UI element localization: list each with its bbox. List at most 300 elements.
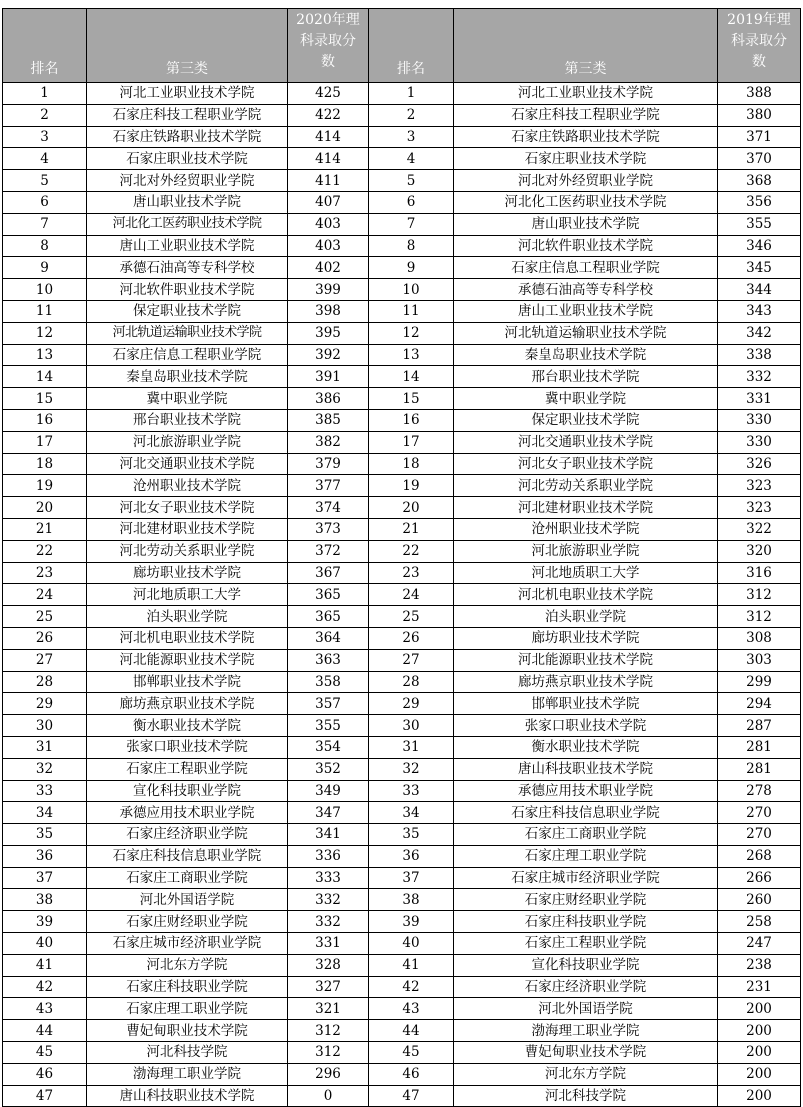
college-2020-cell: 河北女子职业技术学院: [87, 497, 288, 519]
score-2020-cell: 372: [288, 540, 369, 562]
table-row: [3, 322, 801, 344]
score-2019-cell: 278: [718, 780, 801, 802]
college-2019-cell: 石家庄工程职业学院: [454, 933, 718, 955]
college-2019-cell: 秦皇岛职业技术学院: [454, 344, 718, 366]
table-row: [3, 366, 801, 388]
score-2019-cell: 330: [718, 409, 801, 431]
rank-2020-cell: 43: [3, 998, 87, 1020]
college-2020-cell: 廊坊职业技术学院: [87, 562, 288, 584]
header-category-2019: 第三类: [454, 9, 718, 83]
score-2019-cell: 338: [718, 344, 801, 366]
score-2020-cell: 391: [288, 366, 369, 388]
score-2019-cell: 356: [718, 191, 801, 213]
college-2020-cell: 河北外国语学院: [87, 889, 288, 911]
college-2019-cell: 沧州职业技术学院: [454, 518, 718, 540]
score-2020-cell: 358: [288, 671, 369, 693]
college-2020-cell: 河北科技学院: [87, 1042, 288, 1064]
college-2019-cell: 河北外国语学院: [454, 998, 718, 1020]
rank-2020-cell: 27: [3, 649, 87, 671]
score-2019-cell: 281: [718, 736, 801, 758]
score-2019-cell: 380: [718, 104, 801, 126]
score-2019-cell: 368: [718, 170, 801, 192]
score-2020-cell: 357: [288, 693, 369, 715]
score-2019-cell: 388: [718, 83, 801, 105]
college-2019-cell: 石家庄理工职业学院: [454, 845, 718, 867]
table-row: [3, 518, 801, 540]
score-2019-cell: 342: [718, 322, 801, 344]
college-2020-cell: 石家庄城市经济职业学院: [87, 933, 288, 955]
rank-2020-cell: 9: [3, 257, 87, 279]
table-row: [3, 715, 801, 737]
score-2019-cell: 346: [718, 235, 801, 257]
rank-2019-cell: 8: [369, 235, 454, 257]
rank-2020-cell: 30: [3, 715, 87, 737]
score-2020-cell: 373: [288, 518, 369, 540]
college-2019-cell: 河北化工医药职业技术学院: [454, 191, 718, 213]
college-2020-cell: 廊坊燕京职业技术学院: [87, 693, 288, 715]
rank-2020-cell: 33: [3, 780, 87, 802]
rank-2019-cell: 11: [369, 300, 454, 322]
college-2020-cell: 曹妃甸职业技术学院: [87, 1020, 288, 1042]
table-row: [3, 1020, 801, 1042]
rank-2019-cell: 34: [369, 802, 454, 824]
header-score-2020-line3: 数: [321, 54, 335, 70]
college-2019-cell: 石家庄工商职业学院: [454, 824, 718, 846]
table-row: [3, 300, 801, 322]
rank-2019-cell: 39: [369, 911, 454, 933]
score-2019-cell: 270: [718, 802, 801, 824]
college-2019-cell: 河北劳动关系职业学院: [454, 475, 718, 497]
rank-2019-cell: 30: [369, 715, 454, 737]
rank-2020-cell: 47: [3, 1085, 87, 1107]
table-row: [3, 104, 801, 126]
college-2019-cell: 石家庄职业技术学院: [454, 148, 718, 170]
score-2020-cell: 402: [288, 257, 369, 279]
table-row: [3, 497, 801, 519]
score-2020-cell: 0: [288, 1085, 369, 1107]
rank-2020-cell: 25: [3, 606, 87, 628]
header-score-2020: [288, 9, 369, 83]
college-2019-cell: 唐山职业技术学院: [454, 213, 718, 235]
rank-2020-cell: 28: [3, 671, 87, 693]
rank-2019-cell: 13: [369, 344, 454, 366]
score-2020-cell: 327: [288, 976, 369, 998]
score-2019-cell: 312: [718, 606, 801, 628]
rank-2019-cell: 43: [369, 998, 454, 1020]
rank-2020-cell: 10: [3, 279, 87, 301]
college-2020-cell: 石家庄科技信息职业学院: [87, 845, 288, 867]
rank-2019-cell: 36: [369, 845, 454, 867]
college-2019-cell: 河北旅游职业学院: [454, 540, 718, 562]
score-2020-cell: 392: [288, 344, 369, 366]
table-row: [3, 802, 801, 824]
college-2019-cell: 河北工业职业技术学院: [454, 83, 718, 105]
college-2020-cell: 张家口职业技术学院: [87, 736, 288, 758]
score-2020-cell: 321: [288, 998, 369, 1020]
score-2019-cell: 268: [718, 845, 801, 867]
college-2019-cell: 承德石油高等专科学校: [454, 279, 718, 301]
score-2020-cell: 355: [288, 715, 369, 737]
rank-2019-cell: 19: [369, 475, 454, 497]
rank-2020-cell: 8: [3, 235, 87, 257]
college-2019-cell: 张家口职业技术学院: [454, 715, 718, 737]
header-score-2019: [718, 9, 801, 83]
score-2019-cell: 323: [718, 475, 801, 497]
header-score-2019-line2: 科录取分: [731, 33, 787, 49]
header-score-2020-line1: 2020年理: [296, 12, 360, 28]
rank-2019-cell: 23: [369, 562, 454, 584]
rank-2020-cell: 16: [3, 409, 87, 431]
rank-2020-cell: 34: [3, 802, 87, 824]
table-row: [3, 279, 801, 301]
college-2019-cell: 河北机电职业技术学院: [454, 584, 718, 606]
college-2020-cell: 泊头职业学院: [87, 606, 288, 628]
college-2019-cell: 河北能源职业技术学院: [454, 649, 718, 671]
table-row: [3, 584, 801, 606]
rank-2020-cell: 5: [3, 170, 87, 192]
college-2020-cell: 河北对外经贸职业学院: [87, 170, 288, 192]
rank-2020-cell: 29: [3, 693, 87, 715]
college-2019-cell: 河北女子职业技术学院: [454, 453, 718, 475]
college-2020-cell: 保定职业技术学院: [87, 300, 288, 322]
college-2020-cell: 邯郸职业技术学院: [87, 671, 288, 693]
college-2020-cell: 石家庄科技工程职业学院: [87, 104, 288, 126]
rank-2019-cell: 9: [369, 257, 454, 279]
score-2020-cell: 379: [288, 453, 369, 475]
table-row: [3, 126, 801, 148]
rank-2019-cell: 14: [369, 366, 454, 388]
rank-2019-cell: 32: [369, 758, 454, 780]
rank-2019-cell: 10: [369, 279, 454, 301]
college-2020-cell: 唐山职业技术学院: [87, 191, 288, 213]
score-2019-cell: 231: [718, 976, 801, 998]
rank-2019-cell: 17: [369, 431, 454, 453]
score-2019-cell: 355: [718, 213, 801, 235]
college-2020-cell: 河北轨道运输职业技术学院: [87, 322, 288, 344]
table-row: [3, 976, 801, 998]
score-2019-cell: 344: [718, 279, 801, 301]
rank-2019-cell: 45: [369, 1042, 454, 1064]
table-row: [3, 148, 801, 170]
college-2019-cell: 石家庄财经职业学院: [454, 889, 718, 911]
score-2020-cell: 399: [288, 279, 369, 301]
score-2020-cell: 382: [288, 431, 369, 453]
rank-2020-cell: 11: [3, 300, 87, 322]
score-2020-cell: 312: [288, 1020, 369, 1042]
score-2020-cell: 365: [288, 584, 369, 606]
score-2020-cell: 414: [288, 148, 369, 170]
rank-2020-cell: 39: [3, 911, 87, 933]
table-row: [3, 475, 801, 497]
college-2019-cell: 河北地质职工大学: [454, 562, 718, 584]
college-2020-cell: 秦皇岛职业技术学院: [87, 366, 288, 388]
score-2020-cell: 336: [288, 845, 369, 867]
rank-2020-cell: 17: [3, 431, 87, 453]
college-2020-cell: 石家庄理工职业学院: [87, 998, 288, 1020]
college-2019-cell: 河北交通职业技术学院: [454, 431, 718, 453]
table-row: [3, 998, 801, 1020]
table-row: [3, 824, 801, 846]
table-row: [3, 758, 801, 780]
rank-2020-cell: 18: [3, 453, 87, 475]
score-2020-cell: 349: [288, 780, 369, 802]
header-score-2019-line3: 数: [752, 54, 766, 70]
table-row: [3, 83, 801, 105]
score-2019-cell: 287: [718, 715, 801, 737]
college-2020-cell: 唐山科技职业技术学院: [87, 1085, 288, 1107]
score-2020-cell: 364: [288, 627, 369, 649]
college-2019-cell: 河北东方学院: [454, 1063, 718, 1085]
college-2019-cell: 曹妃甸职业技术学院: [454, 1042, 718, 1064]
college-2020-cell: 冀中职业学院: [87, 388, 288, 410]
rank-2020-cell: 37: [3, 867, 87, 889]
score-2020-cell: 367: [288, 562, 369, 584]
admission-scores-table: [2, 8, 801, 1107]
college-2019-cell: 廊坊燕京职业技术学院: [454, 671, 718, 693]
rank-2019-cell: 21: [369, 518, 454, 540]
score-2020-cell: 331: [288, 933, 369, 955]
score-2020-cell: 328: [288, 954, 369, 976]
score-2020-cell: 398: [288, 300, 369, 322]
table-row: [3, 213, 801, 235]
college-2019-cell: 河北科技学院: [454, 1085, 718, 1107]
rank-2019-cell: 3: [369, 126, 454, 148]
score-2020-cell: 332: [288, 889, 369, 911]
score-2019-cell: 370: [718, 148, 801, 170]
score-2020-cell: 395: [288, 322, 369, 344]
table-row: [3, 671, 801, 693]
college-2019-cell: 石家庄科技信息职业学院: [454, 802, 718, 824]
college-2020-cell: 河北建材职业技术学院: [87, 518, 288, 540]
table-row: [3, 693, 801, 715]
rank-2019-cell: 46: [369, 1063, 454, 1085]
rank-2019-cell: 16: [369, 409, 454, 431]
rank-2020-cell: 3: [3, 126, 87, 148]
rank-2019-cell: 31: [369, 736, 454, 758]
score-2019-cell: 330: [718, 431, 801, 453]
rank-2019-cell: 26: [369, 627, 454, 649]
score-2020-cell: 411: [288, 170, 369, 192]
rank-2020-cell: 32: [3, 758, 87, 780]
rank-2019-cell: 2: [369, 104, 454, 126]
college-2019-cell: 邢台职业技术学院: [454, 366, 718, 388]
rank-2020-cell: 4: [3, 148, 87, 170]
rank-2019-cell: 15: [369, 388, 454, 410]
rank-2019-cell: 22: [369, 540, 454, 562]
score-2020-cell: 414: [288, 126, 369, 148]
table-row: [3, 1042, 801, 1064]
rank-2019-cell: 25: [369, 606, 454, 628]
rank-2020-cell: 26: [3, 627, 87, 649]
college-2020-cell: 石家庄科技职业学院: [87, 976, 288, 998]
table-row: [3, 453, 801, 475]
rank-2020-cell: 23: [3, 562, 87, 584]
table-row: [3, 911, 801, 933]
score-2019-cell: 258: [718, 911, 801, 933]
rank-2019-cell: 38: [369, 889, 454, 911]
table-row: [3, 933, 801, 955]
score-2019-cell: 326: [718, 453, 801, 475]
score-2019-cell: 281: [718, 758, 801, 780]
college-2019-cell: 石家庄科技工程职业学院: [454, 104, 718, 126]
header-rank-2019: 排名: [369, 9, 454, 83]
rank-2020-cell: 35: [3, 824, 87, 846]
college-2019-cell: 宣化科技职业学院: [454, 954, 718, 976]
rank-2019-cell: 4: [369, 148, 454, 170]
score-2020-cell: 347: [288, 802, 369, 824]
rank-2019-cell: 42: [369, 976, 454, 998]
score-2020-cell: 407: [288, 191, 369, 213]
rank-2019-cell: 6: [369, 191, 454, 213]
score-2019-cell: 247: [718, 933, 801, 955]
table-row: [3, 889, 801, 911]
header-row: [3, 9, 801, 83]
rank-2019-cell: 18: [369, 453, 454, 475]
college-2020-cell: 河北软件职业技术学院: [87, 279, 288, 301]
score-2020-cell: 386: [288, 388, 369, 410]
college-2020-cell: 渤海理工职业学院: [87, 1063, 288, 1085]
table-row: [3, 562, 801, 584]
score-2019-cell: 308: [718, 627, 801, 649]
rank-2019-cell: 37: [369, 867, 454, 889]
table-row: [3, 845, 801, 867]
score-2020-cell: 312: [288, 1042, 369, 1064]
college-2020-cell: 石家庄经济职业学院: [87, 824, 288, 846]
score-2019-cell: 343: [718, 300, 801, 322]
table-row: [3, 649, 801, 671]
college-2019-cell: 邯郸职业技术学院: [454, 693, 718, 715]
college-2020-cell: 石家庄铁路职业技术学院: [87, 126, 288, 148]
college-2020-cell: 河北能源职业技术学院: [87, 649, 288, 671]
score-2020-cell: 332: [288, 911, 369, 933]
table-row: [3, 344, 801, 366]
rank-2019-cell: 24: [369, 584, 454, 606]
college-2019-cell: 唐山科技职业技术学院: [454, 758, 718, 780]
table-row: [3, 257, 801, 279]
college-2020-cell: 石家庄工商职业学院: [87, 867, 288, 889]
table-row: [3, 409, 801, 431]
college-2019-cell: 石家庄铁路职业技术学院: [454, 126, 718, 148]
score-2019-cell: 371: [718, 126, 801, 148]
college-2019-cell: 冀中职业学院: [454, 388, 718, 410]
college-2020-cell: 石家庄工程职业学院: [87, 758, 288, 780]
table-row: [3, 954, 801, 976]
rank-2020-cell: 7: [3, 213, 87, 235]
table-row: [3, 1063, 801, 1085]
college-2019-cell: 河北建材职业技术学院: [454, 497, 718, 519]
rank-2020-cell: 15: [3, 388, 87, 410]
score-2019-cell: 323: [718, 497, 801, 519]
table-row: [3, 388, 801, 410]
rank-2020-cell: 19: [3, 475, 87, 497]
college-2020-cell: 沧州职业技术学院: [87, 475, 288, 497]
college-2020-cell: 河北化工医药职业技术学院: [87, 213, 288, 235]
college-2019-cell: 石家庄信息工程职业学院: [454, 257, 718, 279]
rank-2020-cell: 44: [3, 1020, 87, 1042]
college-2019-cell: 石家庄科技职业学院: [454, 911, 718, 933]
table-row: [3, 431, 801, 453]
college-2020-cell: 河北东方学院: [87, 954, 288, 976]
college-2019-cell: 石家庄经济职业学院: [454, 976, 718, 998]
rank-2019-cell: 1: [369, 83, 454, 105]
college-2020-cell: 宣化科技职业学院: [87, 780, 288, 802]
rank-2020-cell: 24: [3, 584, 87, 606]
score-2019-cell: 238: [718, 954, 801, 976]
score-2019-cell: 200: [718, 1085, 801, 1107]
score-2019-cell: 200: [718, 1020, 801, 1042]
score-2020-cell: 352: [288, 758, 369, 780]
score-2020-cell: 403: [288, 213, 369, 235]
score-2020-cell: 377: [288, 475, 369, 497]
rank-2019-cell: 29: [369, 693, 454, 715]
score-2020-cell: 354: [288, 736, 369, 758]
rank-2020-cell: 46: [3, 1063, 87, 1085]
college-2020-cell: 河北机电职业技术学院: [87, 627, 288, 649]
table-row: [3, 1085, 801, 1107]
score-2019-cell: 320: [718, 540, 801, 562]
score-2019-cell: 299: [718, 671, 801, 693]
rank-2020-cell: 22: [3, 540, 87, 562]
header-category-2020: 第三类: [87, 9, 288, 83]
score-2019-cell: 303: [718, 649, 801, 671]
score-2020-cell: 363: [288, 649, 369, 671]
rank-2019-cell: 47: [369, 1085, 454, 1107]
score-2019-cell: 316: [718, 562, 801, 584]
score-2019-cell: 345: [718, 257, 801, 279]
college-2020-cell: 河北交通职业技术学院: [87, 453, 288, 475]
college-2020-cell: 唐山工业职业技术学院: [87, 235, 288, 257]
college-2020-cell: 石家庄职业技术学院: [87, 148, 288, 170]
rank-2020-cell: 6: [3, 191, 87, 213]
score-2020-cell: 374: [288, 497, 369, 519]
score-2019-cell: 331: [718, 388, 801, 410]
college-2020-cell: 衡水职业技术学院: [87, 715, 288, 737]
college-2020-cell: 石家庄信息工程职业学院: [87, 344, 288, 366]
table-row: [3, 606, 801, 628]
table-row: [3, 780, 801, 802]
rank-2020-cell: 40: [3, 933, 87, 955]
rank-2019-cell: 40: [369, 933, 454, 955]
score-2019-cell: 312: [718, 584, 801, 606]
score-2020-cell: 341: [288, 824, 369, 846]
college-2020-cell: 河北地质职工大学: [87, 584, 288, 606]
rank-2019-cell: 7: [369, 213, 454, 235]
college-2020-cell: 邢台职业技术学院: [87, 409, 288, 431]
rank-2020-cell: 13: [3, 344, 87, 366]
rank-2019-cell: 5: [369, 170, 454, 192]
rank-2020-cell: 21: [3, 518, 87, 540]
college-2020-cell: 承德应用技术职业学院: [87, 802, 288, 824]
college-2019-cell: 河北对外经贸职业学院: [454, 170, 718, 192]
college-2019-cell: 承德应用技术职业学院: [454, 780, 718, 802]
score-2020-cell: 425: [288, 83, 369, 105]
table-row: [3, 235, 801, 257]
rank-2019-cell: 41: [369, 954, 454, 976]
score-2020-cell: 385: [288, 409, 369, 431]
score-2019-cell: 200: [718, 998, 801, 1020]
rank-2019-cell: 35: [369, 824, 454, 846]
college-2019-cell: 河北轨道运输职业技术学院: [454, 322, 718, 344]
college-2020-cell: 承德石油高等专科学校: [87, 257, 288, 279]
table-row: [3, 191, 801, 213]
college-2019-cell: 廊坊职业技术学院: [454, 627, 718, 649]
college-2020-cell: 石家庄财经职业学院: [87, 911, 288, 933]
header-score-2019-line1: 2019年理: [727, 12, 791, 28]
table-row: [3, 170, 801, 192]
college-2019-cell: 泊头职业学院: [454, 606, 718, 628]
score-2020-cell: 333: [288, 867, 369, 889]
table-row: [3, 540, 801, 562]
